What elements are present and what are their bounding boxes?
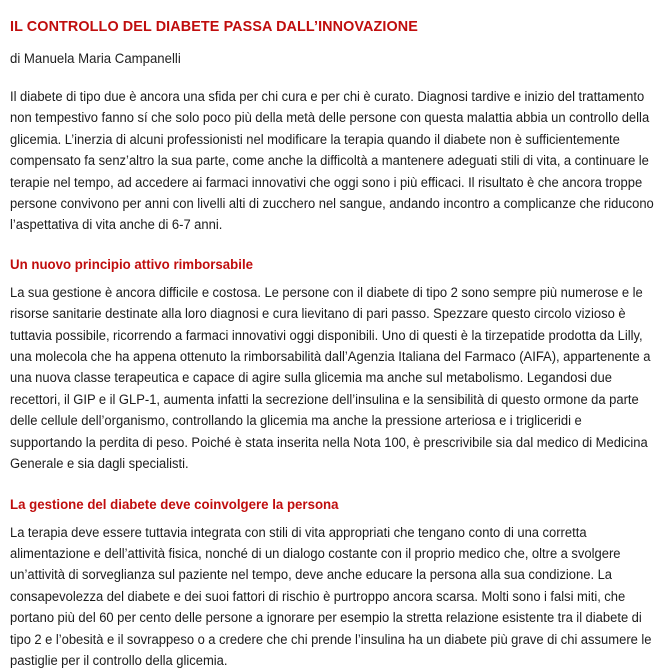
paragraph-intro: Il diabete di tipo due è ancora una sfida per chi cura e per chi è curato. Diagnosi tardive e inizio del trattamento non tempestivo fanno sí che solo poco più della metà delle persone con questa malattia abbia un controllo della glicemia. L’inerzia di alcuni professionisti nel modificare la terapia quando il diabete non è sufficientemente compensato fa senz’altro la sua parte, come anche la difficoltà a mantenere adeguati stili di vita, a continuare le terapie nel tempo, ad accedere ai farmaci innovativi che oggi sono i più efficaci. Il risultato è che ancora troppe persone convivono per anni con livelli alti di zucchero nel sangue, andando incontro a complicanze che riducono l’aspettativa di vita anche di 6-7 anni. [10,67,657,236]
page-title: IL CONTROLLO DEL DIABETE PASSA DALL’INNOVAZIONE [10,0,648,36]
author-byline: di Manuela Maria Campanelli [10,36,639,67]
paragraph-second: La sua gestione è ancora difficile e costosa. Le persone con il diabete di tipo 2 sono sempre più numerose e le risorse sanitarie destinate alla loro diagnosi e cura lievitano di pari passo. Spezzare questo circolo vizioso è tuttavia possibile, ricorrendo a farmaci innovativi oggi disponibili. Uno di questi è la tirzepatide prodotta da Lilly, una molecola che ha appena ottenuto la rimborsabilità dall’Agenzia Italiana del Farmaco (AIFA), appartenente a una nuova classe terapeutica e capace di agire sulla glicemia ma anche sul metabolismo. Legandosi due recettori, il GIP e il GLP-1, aumenta infatti la secrezione dell’insulina e la sensibilità di questo ormone da parte delle cellule dell’organismo, controllando la glicemia ma anche la pressione arteriosa e i trigliceridi e supportando la perdita di peso. Poiché è stata inserita nella Nota 100, è prescrivibile sia dal medico di Medicina Generale e sia dagli specialisti. [10,273,657,475]
paragraph-third: La terapia deve essere tuttavia integrata con stili di vita appropriati che tengano conto di una corretta alimentazione e dell’attività fisica, nonché di un dialogo costante con il proprio medico che, oltre a svolgere un’attività di sorveglianza sul paziente nel tempo, deve anche educare la persona alla sua condizione. La consapevolezza del diabete e dei suoi fattori di rischio è purtroppo ancora scarsa. Molti sono i falsi miti, che portano più del 60 per cento delle persone a ignorare per esempio la stretta relazione esistente tra il diabete di tipo 2 e l’obesità e il sovrappeso o a credere che chi prende l’insulina ha un diabete più grave di chi assumere le pastiglie per il controllo della glicemia. [10,513,657,671]
section-heading-new-active-ingredient: Un nuovo principio attivo rimborsabile [10,236,642,273]
article-body [10,0,658,671]
section-heading-patient-involvement: La gestione del diabete deve coinvolgere la persona [10,475,642,513]
